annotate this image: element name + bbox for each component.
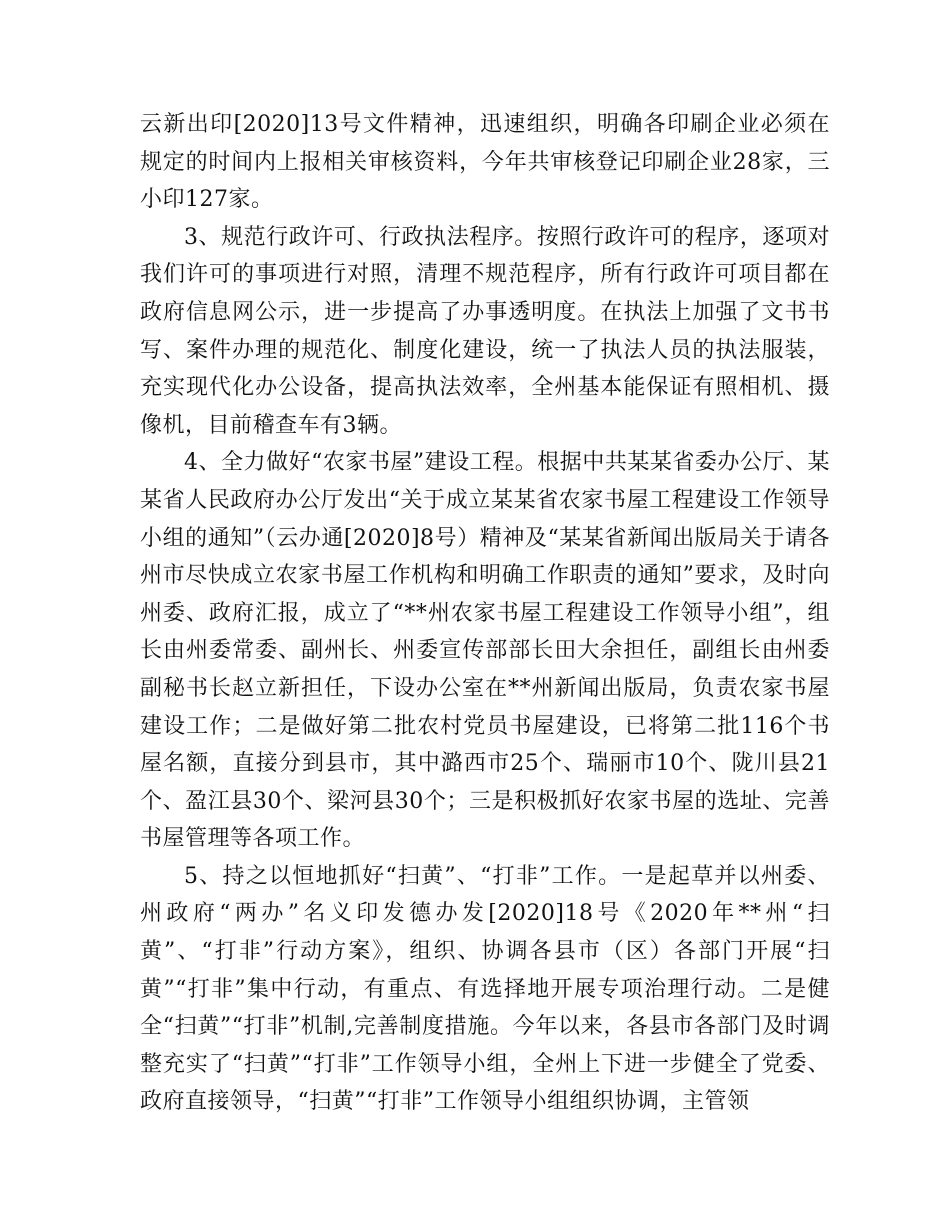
paragraph-item-5: 5、持之以恒地抓好“扫黄”、“打非”工作。一是起草并以州委、州政府“两办”名义印发德办发[2020]18号《2020年**州“扫黄”、“打非”行动方案》，组织、协调各县市（区）各部门开展“扫黄”“打非”集中行动，有重点、有选择地开展专项治理行动。二是健全“扫黄”“打非”机制,完善制度措施。今年以来，各县市各部门及时调整充实了“扫黄”“打非”工作领导小组，全州上下进一步健全了党委、政府直接领导，“扫黄”“打非”工作领导小组组织协调，主管领 [140, 863, 830, 1115]
paragraph-item-3: 3、规范行政许可、行政执法程序。按照行政许可的程序，逐项对我们许可的事项进行对照，清理不规范程序，所有行政许可项目都在政府信息网公示，进一步提高了办事透明度。在执法上加强了文书书写、案件办理的规范化、制度化建设，统一了执法人员的执法服装，充实现代化办公设备，提高执法效率，全州基本能保证有照相机、摄像机，目前稽查车有3辆。 [140, 224, 830, 438]
paragraph-continuation: 云新出印[2020]13号文件精神，迅速组织，明确各印刷企业必须在规定的时间内上报相关审核资料，今年共审核登记印刷企业28家，三小印127家。 [140, 112, 830, 213]
paragraph-item-4: 4、全力做好“农家书屋”建设工程。根据中共某某省委办公厅、某某省人民政府办公厅发出“关于成立某某省农家书屋工程建设工作领导小组的通知”（云办通[2020]8号）精神及“某某省新闻出版局关于请各州市尽快成立农家书屋工作机构和明确工作职责的通知”要求，及时向州委、政府汇报，成立了“**州农家书屋工程建设工作领导小组”，组长由州委常委、副州长、州委宣传部部长田大余担任，副组长由州委副秘书长赵立新担任，下设办公室在**州新闻出版局，负责农家书屋建设工作；二是做好第二批农村党员书屋建设，已将第二批116个书屋名额，直接分到县市，其中潞西市25个、瑞丽市10个、陇川县21个、盈江县30个、梁河县30个；三是积极抓好农家书屋的选址、完善书屋管理等各项工作。 [140, 450, 830, 852]
document-body [140, 106, 830, 1121]
